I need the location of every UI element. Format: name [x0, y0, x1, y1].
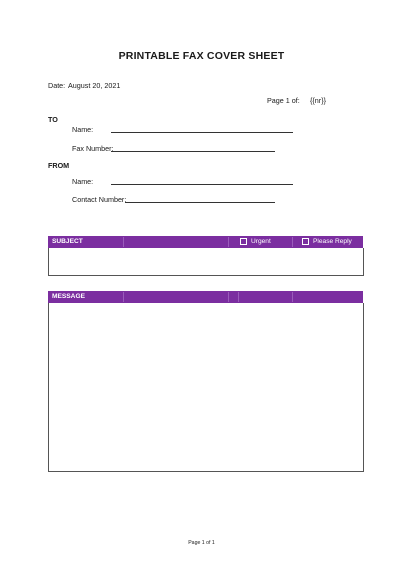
page-info-label: Page 1 of: [267, 96, 300, 105]
divider [228, 237, 229, 247]
from-name-label: Name: [72, 177, 94, 186]
divider [292, 237, 293, 247]
date-label: Date: [48, 81, 66, 90]
from-contact-field[interactable] [125, 202, 275, 203]
divider [228, 292, 229, 302]
divider [123, 292, 124, 302]
to-name-label: Name: [72, 125, 94, 134]
from-contact-label: Contact Number: [72, 195, 127, 204]
subject-field[interactable] [48, 248, 364, 276]
divider [292, 292, 293, 302]
checkbox-icon [302, 238, 309, 245]
urgent-label: Urgent [251, 238, 271, 245]
to-fax-label: Fax Number: [72, 144, 114, 153]
from-name-field[interactable] [111, 184, 293, 185]
to-name-field[interactable] [111, 132, 293, 133]
please-reply-checkbox[interactable] [302, 238, 352, 245]
message-field[interactable] [48, 303, 364, 472]
divider [123, 237, 124, 247]
subject-label: SUBJECT [52, 238, 83, 245]
footer-page-number: Page 1 of 1 [188, 540, 215, 546]
page-title: PRINTABLE FAX COVER SHEET [118, 50, 285, 62]
please-reply-label: Please Reply [313, 238, 352, 245]
message-label: MESSAGE [52, 293, 85, 300]
subject-header [48, 236, 363, 248]
divider [238, 292, 239, 302]
checkbox-icon [240, 238, 247, 245]
from-heading: FROM [48, 161, 70, 170]
urgent-checkbox[interactable] [240, 238, 271, 245]
page-info-value: {{nr}} [310, 96, 326, 105]
message-header [48, 291, 363, 303]
to-fax-field[interactable] [111, 151, 275, 152]
to-heading: TO [48, 115, 58, 124]
date-value: August 20, 2021 [68, 81, 121, 90]
